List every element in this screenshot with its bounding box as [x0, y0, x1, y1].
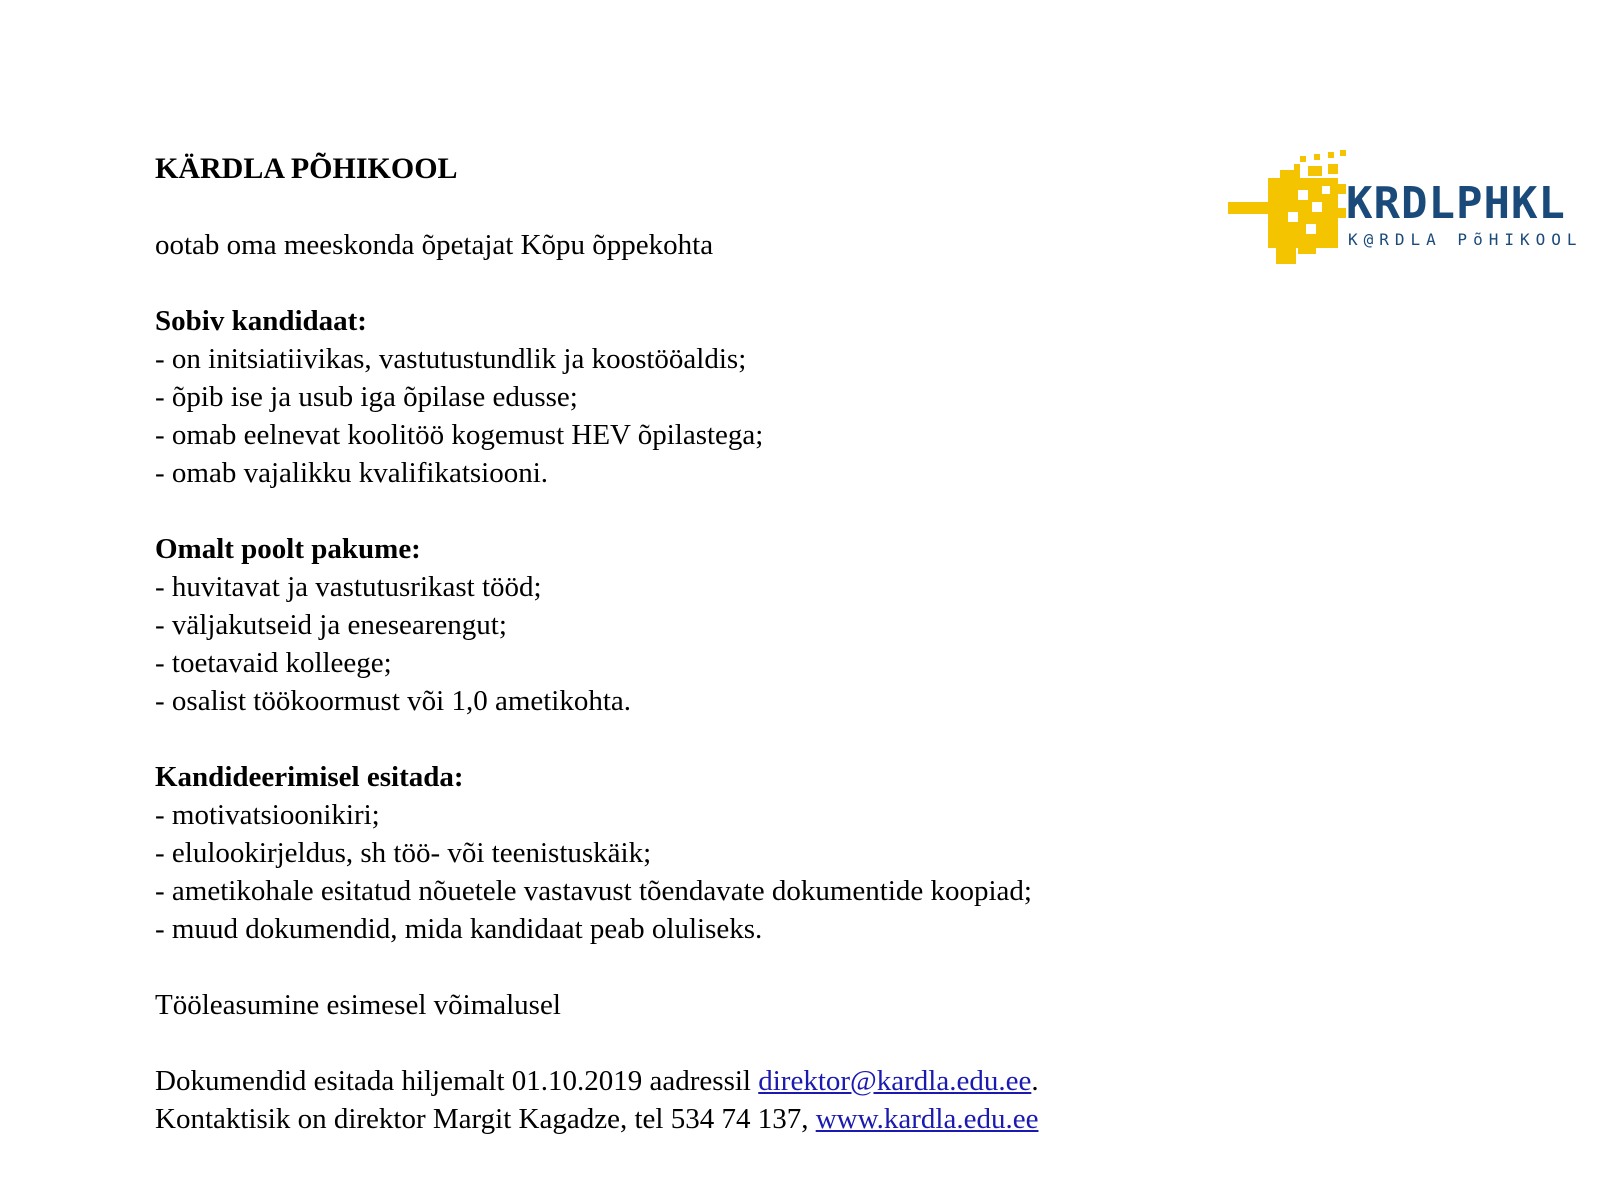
- list-item: - õpib ise ja usub iga õpilase edusse;: [155, 381, 578, 413]
- school-name-heading: KÄRDLA PÕHIKOOL: [155, 152, 458, 185]
- school-logo: [1228, 150, 1583, 268]
- list-item: - ametikohale esitatud nõuetele vastavust tõendavate dokumentide koopiad;: [155, 875, 1032, 907]
- contact-deadline-text: Dokumendid esitada hiljemalt 01.10.2019 aadressil: [155, 1065, 759, 1097]
- list-item: - toetavaid kolleege;: [155, 647, 392, 679]
- list-item: - väljakutseid ja enesearengut;: [155, 609, 507, 641]
- section-application: [155, 758, 1205, 948]
- section-heading: Kandideerimisel esitada:: [155, 761, 464, 793]
- logo-subtitle: K@RDLA PõHIKOOL: [1348, 230, 1583, 249]
- contact-line-1: [155, 1062, 1205, 1100]
- section-offer: [155, 530, 1205, 720]
- contact-period: .: [1031, 1065, 1039, 1097]
- logo-title: KRDLPHKL: [1346, 178, 1566, 229]
- contact-person-text: Kontaktisik on direktor Margit Kagadze, tel 534 74 137,: [155, 1103, 816, 1135]
- section-candidate: [155, 302, 1205, 492]
- list-item: - on initsiatiivikas, vastutustundlik ja koostööaldis;: [155, 343, 747, 375]
- intro-text: ootab oma meeskonda õpetajat Kõpu õppekohta: [155, 229, 714, 261]
- section-heading: Omalt poolt pakume:: [155, 533, 421, 565]
- start-note: Tööleasumine esimesel võimalusel: [155, 989, 561, 1021]
- contact-line-2: [155, 1100, 1205, 1138]
- document-body: [155, 150, 1205, 1138]
- list-item: - osalist töökoormust või 1,0 ametikohta.: [155, 685, 632, 717]
- list-item: - muud dokumendid, mida kandidaat peab oluliseks.: [155, 913, 763, 945]
- list-item: - omab eelnevat koolitöö kogemust HEV õpilastega;: [155, 419, 764, 451]
- logo-mark-icon: [1228, 150, 1348, 268]
- list-item: - elulookirjeldus, sh töö- või teenistuskäik;: [155, 837, 652, 869]
- list-item: - huvitavat ja vastutusrikast tööd;: [155, 571, 542, 603]
- section-heading: Sobiv kandidaat:: [155, 305, 367, 337]
- list-item: - omab vajalikku kvalifikatsiooni.: [155, 457, 549, 489]
- email-link[interactable]: direktor@kardla.edu.ee: [758, 1065, 1032, 1097]
- website-link[interactable]: www.kardla.edu.ee: [815, 1103, 1039, 1135]
- list-item: - motivatsioonikiri;: [155, 799, 380, 831]
